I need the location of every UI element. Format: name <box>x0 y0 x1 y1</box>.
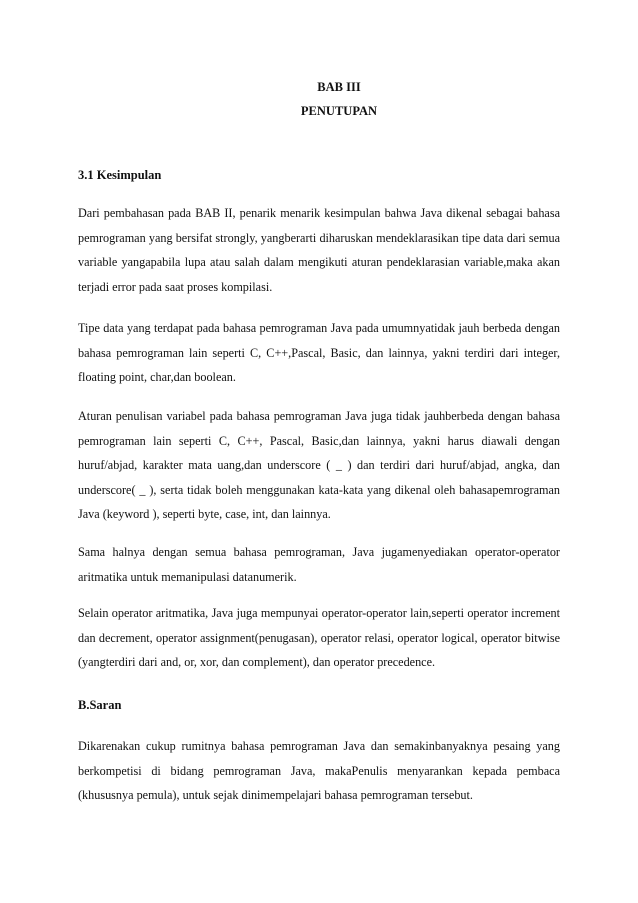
paragraph-saran: Dikarenakan cukup rumitnya bahasa pemrograman Java dan semakinbanyaknya pesaing yang berkompetisi di bidang pemrograman Java, makaPenulis menyarankan kepada pembaca (khususnya pemula), untuk sejak dinimempelajari bahasa pemrograman tersebut. <box>78 739 560 803</box>
paragraph-4: Sama halnya dengan semua bahasa pemrograman, Java jugamenyediakan operator-operator aritmatika untuk memanipulasi datanumerik. <box>78 545 560 584</box>
paragraph-3: Aturan penulisan variabel pada bahasa pemrograman Java juga tidak jauhberbeda dengan bahasa pemrograman lain seperti C, C++, Pascal, Basic,dan lainnya, yakni harus diawali dengan huruf/abjad, karakter mata uang,dan underscore ( _ ) dan terdiri dari huruf/abjad, angka, dan underscore( _ ), serta tidak boleh menggunakan kata-kata yang dikenal oleh bahasapemrograman Java (keyword ), seperti byte, case, int, dan lainnya. <box>78 409 560 522</box>
paragraph-5: Selain operator aritmatika, Java juga mempunyai operator-operator lain,seperti operator increment dan decrement, operator assignment(penugasan), operator relasi, operator logical, operator bitwise (yangterdiri dari and, or, xor, dan complement), dan operator precedence. <box>78 606 560 670</box>
section-heading-saran: B.Saran <box>78 698 122 712</box>
chapter-title: PENUTUPAN <box>300 104 378 118</box>
section-heading-kesimpulan: 3.1 Kesimpulan <box>78 168 162 182</box>
chapter-label: BAB III <box>317 80 361 94</box>
paragraph-2: Tipe data yang terdapat pada bahasa pemrograman Java pada umumnyatidak jauh berbeda dengan bahasa pemrograman lain seperti C, C++,Pascal, Basic, dan lainnya, yakni terdiri dari integer, floating point, char,dan boolean. <box>78 321 560 385</box>
paragraph-1: Dari pembahasan pada BAB II, penarik menarik kesimpulan bahwa Java dikenal sebagai bahasa pemrograman yang bersifat strongly, yangberarti diharuskan mendeklarasikan tipe data dari semua variable yangapabila lupa atau salah dalam mengikuti aturan pendeklarasian variable,maka akan terjadi error pada saat proses kompilasi. <box>78 206 560 294</box>
